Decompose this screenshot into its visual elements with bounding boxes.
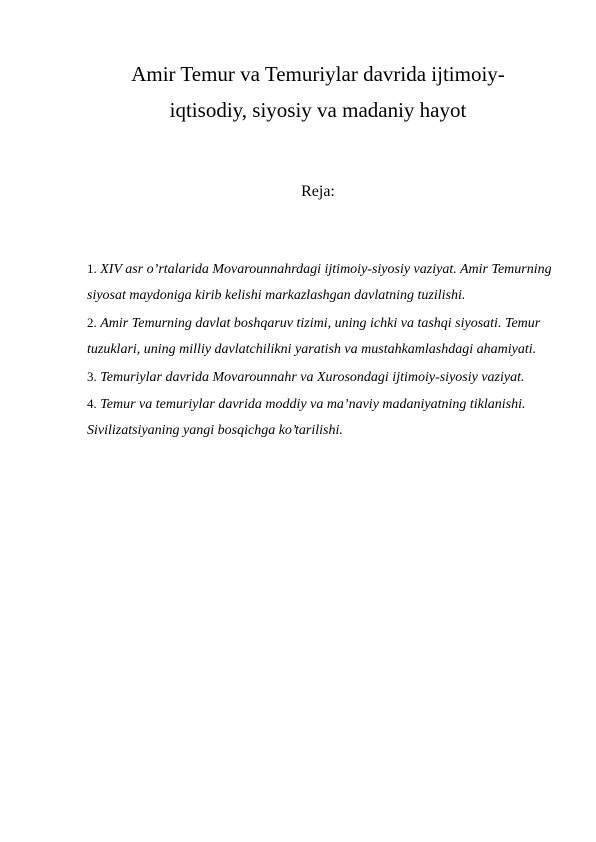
title-line-1: Amir Temur va Temuriylar davrida ijtimoiy- [131,62,505,86]
plan-item-number: 2. [87,314,97,330]
plan-item-number: 3. [87,368,97,384]
title-line-2: iqtisodiy, siyosiy va madaniy hayot [169,98,467,122]
plan-item-text: XIV asr o’rtalarida Movarounnahrdagi ijtimoiy-siyosiy vaziyat. Amir Temurning siyosat maydoniga kirib kelishi markazlashgan davlatning tuzilishi. [87,262,552,304]
plan-item-2 [87,310,557,364]
plan-heading: Reja: [301,183,335,200]
plan-item-number: 4. [87,396,97,412]
plan-item-3 [87,364,557,391]
plan-item-1 [87,256,557,310]
plan-item-text: Amir Temurning davlat boshqaruv tizimi, uning ichki va tashqi siyosati. Temur tuzuklari, uning milliy davlatchilikni yaratish va mustahkamlashdagi ahamiyati. [87,315,541,358]
plan-list [87,256,557,445]
plan-item-text: Temur va temuriylar davrida moddiy va ma’naviy madaniyatning tiklanishi. Sivilizatsiyaning yangi bosqichga ko’tarilishi. [87,397,526,439]
plan-item-4 [87,391,557,445]
plan-item-number: 1. [87,261,97,276]
document-title [60,56,576,128]
plan-item-text: Temuriylar davrida Movarounnahr va Xurosondagi ijtimoiy-siyosiy vaziyat. [100,369,525,385]
